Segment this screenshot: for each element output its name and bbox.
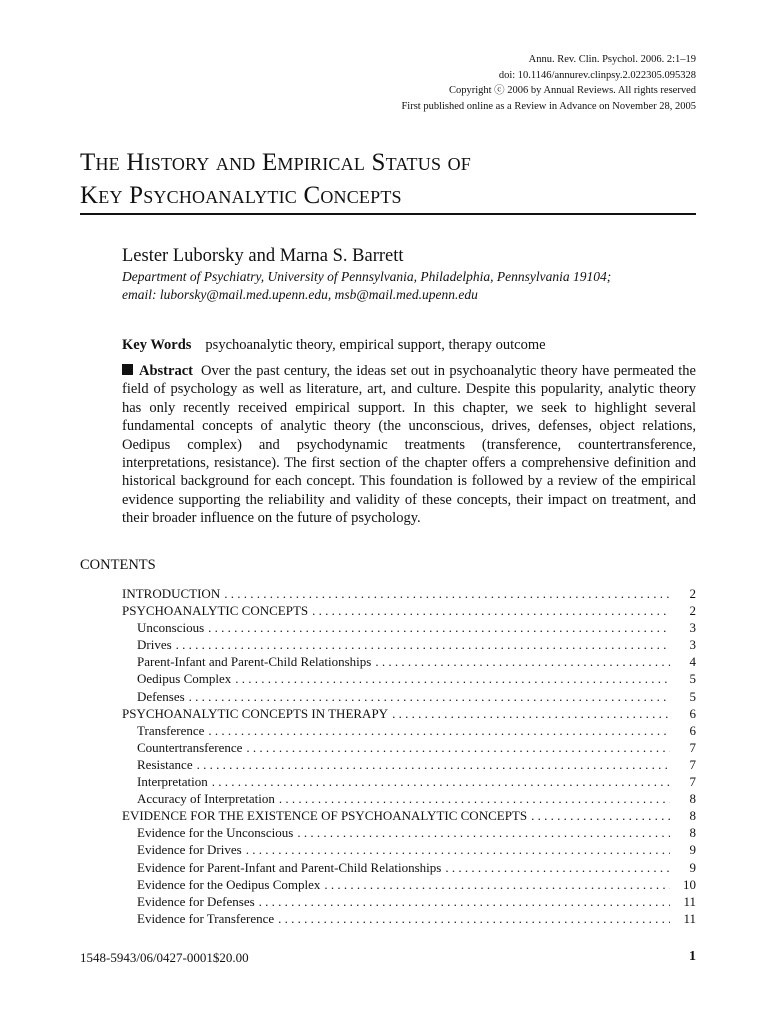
toc-entry-page: 3 — [689, 620, 696, 636]
toc-entry[interactable] — [122, 841, 696, 858]
keywords-label: Key Words — [122, 337, 192, 353]
toc-dot-leader — [531, 807, 670, 824]
toc-entry-page: 2 — [689, 603, 696, 619]
author-names: Lester Luborsky and Marna S. Barrett — [122, 246, 404, 266]
toc-dot-leader — [259, 893, 670, 910]
toc-entry[interactable] — [122, 585, 696, 602]
toc-entry-label: Defenses — [137, 688, 185, 704]
footer-code: 1548-5943/06/0427-0001$20.00 — [80, 950, 249, 965]
toc-entry-label: Drives — [137, 637, 172, 653]
title-line-2: Key Psychoanalytic Concepts — [80, 182, 402, 209]
toc-entry[interactable] — [122, 876, 696, 893]
toc-entry-label: Evidence for Parent-Infant and Parent-Child Relationships — [137, 859, 442, 875]
toc-entry-page: 2 — [689, 586, 696, 601]
citation-copyright: Copyright ⓒ 2006 by Annual Reviews. All rights reserved — [448, 85, 696, 96]
toc-entry[interactable] — [122, 739, 696, 756]
author-affiliation — [122, 268, 702, 304]
toc-entry-label: PSYCHOANALYTIC CONCEPTS IN THERAPY — [122, 705, 389, 721]
toc-entry-label: Unconscious — [137, 620, 205, 636]
toc-dot-leader — [176, 636, 670, 653]
citation-journal: Annu. Rev. Clin. Psychol. 2006. 2:1–19 — [528, 54, 696, 65]
toc-entry-page: 11 — [683, 893, 696, 909]
abstract-label: Abstract — [139, 363, 193, 379]
toc-dot-leader — [375, 653, 670, 670]
toc-entry-label: Countertransference — [137, 739, 243, 755]
toc-entry[interactable] — [122, 773, 696, 790]
toc-entry-page: 8 — [689, 808, 696, 824]
abstract-text: Over the past century, the ideas set out in psychoanalytic theory have permeated the field of psychology as well as literature, art, and culture. Despite this popularity, analytic theory has only recently received empirical support. In this chapter, we seek to highlight several fundamental concepts of analytic theory (the unconscious, drives, defenses, object relations, Oedipus complex) and psychodynamic treatments (transference, countertransference, interpretations, resistance). The first section of the chapter offers a comprehensive definition and historical background for each concept. This foundation is followed by a review of the empirical evidence supporting the reliability and validity of these concepts, their impact on treatment, and their broader influence on the future of psychology. — [122, 363, 696, 527]
toc-dot-leader — [224, 585, 670, 602]
toc-entry-label: INTRODUCTION — [122, 586, 221, 601]
toc-entry-page: 10 — [683, 876, 696, 892]
toc-entry-label: Evidence for the Unconscious — [137, 825, 294, 841]
toc-entry[interactable] — [122, 910, 696, 927]
toc-dot-leader — [324, 876, 670, 893]
toc-entry-label: PSYCHOANALYTIC CONCEPTS — [122, 603, 309, 619]
toc-entry-label: Evidence for Defenses — [137, 893, 255, 909]
toc-dot-leader — [297, 824, 670, 841]
toc-entry-label: Evidence for Drives — [137, 842, 242, 858]
toc-entry-label: Interpretation — [137, 774, 208, 790]
toc-entry[interactable] — [122, 824, 696, 841]
contents-heading: CONTENTS — [80, 557, 156, 573]
toc-entry-page: 8 — [689, 791, 696, 807]
toc-dot-leader — [212, 773, 670, 790]
square-bullet-icon — [122, 364, 133, 375]
toc-entry[interactable] — [122, 722, 696, 739]
keywords — [122, 337, 546, 354]
toc-entry-label: Accuracy of Interpretation — [137, 791, 275, 807]
toc-entry-page: 9 — [689, 842, 696, 858]
toc-dot-leader — [392, 705, 670, 722]
toc-entry-page: 7 — [689, 774, 696, 790]
toc-dot-leader — [235, 670, 670, 687]
toc-dot-leader — [208, 722, 670, 739]
toc-entry[interactable] — [122, 756, 696, 773]
toc-entry-page: 3 — [689, 637, 696, 653]
toc-entry[interactable] — [122, 602, 696, 619]
toc-entry-label: Parent-Infant and Parent-Child Relationships — [137, 654, 372, 670]
abstract — [122, 362, 696, 528]
toc-dot-leader — [246, 739, 670, 756]
toc-entry-label: Oedipus Complex — [137, 671, 232, 687]
toc-entry[interactable] — [122, 893, 696, 910]
toc-entry[interactable] — [122, 619, 696, 636]
toc-entry-page: 8 — [689, 825, 696, 841]
toc-entry[interactable] — [122, 636, 696, 653]
toc-entry-label: EVIDENCE FOR THE EXISTENCE OF PSYCHOANALYTIC CONCEPTS — [122, 808, 528, 824]
toc-dot-leader — [278, 910, 670, 927]
toc-dot-leader — [445, 859, 670, 876]
title-divider — [80, 213, 696, 215]
toc-dot-leader — [208, 619, 670, 636]
keywords-text: psychoanalytic theory, empirical support, therapy outcome — [205, 337, 546, 353]
toc-entry[interactable] — [122, 705, 696, 722]
toc-entry[interactable] — [122, 688, 696, 705]
toc-entry-label: Transference — [137, 722, 205, 738]
toc-entry[interactable] — [122, 653, 696, 670]
citation-block — [401, 52, 696, 114]
table-of-contents — [122, 585, 696, 927]
citation-doi: doi: 10.1146/annurev.clinpsy.2.022305.095328 — [498, 69, 696, 81]
toc-entry-page: 5 — [689, 671, 696, 687]
toc-dot-leader — [246, 841, 670, 858]
toc-entry-page: 9 — [689, 859, 696, 875]
toc-entry[interactable] — [122, 670, 696, 687]
toc-entry-page: 6 — [689, 705, 696, 721]
toc-entry[interactable] — [122, 859, 696, 876]
page-number: 1 — [689, 949, 696, 964]
toc-entry-label: Evidence for the Oedipus Complex — [137, 876, 321, 892]
toc-dot-leader — [312, 602, 670, 619]
toc-dot-leader — [279, 790, 670, 807]
toc-entry[interactable] — [122, 790, 696, 807]
toc-entry-page: 6 — [689, 722, 696, 738]
email-line: email: luborsky@mail.med.upenn.edu, msb@mail.med.upenn.edu — [122, 287, 478, 302]
toc-entry-page: 7 — [689, 739, 696, 755]
title-line-1: The History and Empirical Status of — [80, 149, 472, 176]
toc-entry[interactable] — [122, 807, 696, 824]
citation-published: First published online as a Review in Advance on November 28, 2005 — [401, 100, 696, 112]
toc-entry-label: Evidence for Transference — [137, 910, 275, 926]
toc-entry-page: 4 — [689, 654, 696, 670]
toc-dot-leader — [189, 688, 670, 705]
toc-dot-leader — [197, 756, 670, 773]
article-title — [80, 146, 696, 212]
toc-entry-label: Resistance — [137, 756, 193, 772]
toc-entry-page: 11 — [683, 910, 696, 926]
toc-entry-page: 5 — [689, 688, 696, 704]
affiliation-line: Department of Psychiatry, University of Pennsylvania, Philadelphia, Pennsylvania 19104; — [122, 269, 612, 284]
toc-entry-page: 7 — [689, 756, 696, 772]
